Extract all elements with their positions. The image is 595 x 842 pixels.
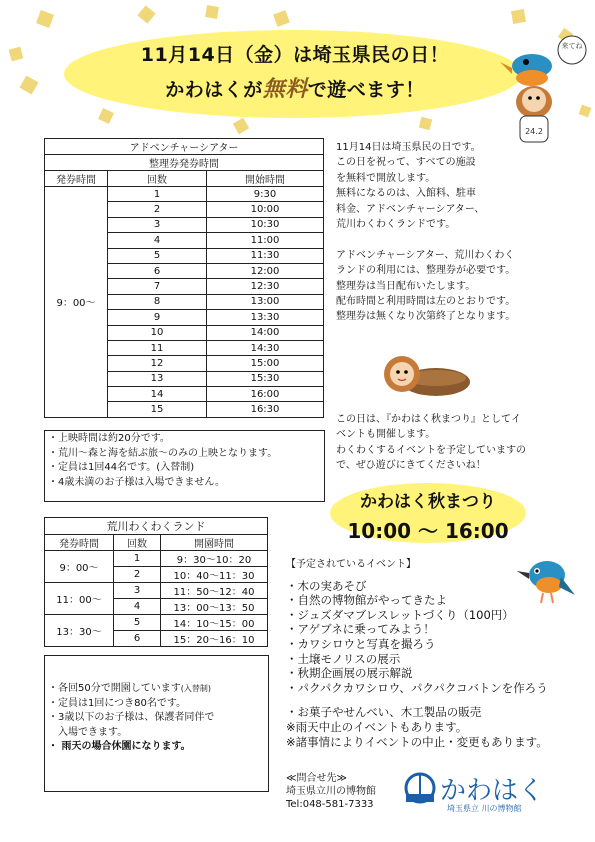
page-title-line1: 11月14日（金）は埼玉県民の日！ <box>140 44 450 66</box>
start-time: 11:30 <box>207 248 324 263</box>
start-time: 12:30 <box>207 279 324 294</box>
column-header: 回数 <box>114 535 161 551</box>
list-item: ・土壌モノリスの展示 <box>286 651 401 666</box>
list-item: ・パクパクカワシロウ、パクパクコバトンを作ろう <box>286 680 548 695</box>
contact-info <box>286 772 376 811</box>
session-number: 11 <box>108 340 207 355</box>
start-time: 16:00 <box>207 387 324 402</box>
table-title: アドベンチャーシアター <box>45 139 324 155</box>
museum-logo-icon <box>400 772 440 808</box>
open-time: 9：30〜10：20 <box>161 551 268 567</box>
confetti <box>273 10 290 27</box>
note-line: ・4歳未満のお子様は入場できません。 <box>48 476 225 488</box>
confetti <box>98 108 114 124</box>
table-header-row <box>45 535 268 551</box>
session-number: 13 <box>108 371 207 386</box>
adventure-notes <box>48 432 277 490</box>
start-time: 10:00 <box>207 202 324 217</box>
open-time: 15：20〜16：10 <box>161 631 268 647</box>
open-time: 14：10〜15：00 <box>161 615 268 631</box>
column-header: 開始時間 <box>207 171 324 187</box>
start-time: 11:00 <box>207 233 324 248</box>
session-number: 4 <box>108 233 207 248</box>
column-header: 発券時間 <box>45 535 114 551</box>
note-line: ・各回50分で開園しています(入替制) <box>48 683 211 694</box>
table-row <box>45 187 324 202</box>
column-header: 回数 <box>108 171 207 187</box>
session-number: 1 <box>108 187 207 202</box>
list-item: ・木の実あそび <box>286 578 367 593</box>
confetti <box>511 9 526 24</box>
list-item: ※雨天中止のイベントもあります。 <box>286 719 468 734</box>
session-number: 12 <box>108 356 207 371</box>
adventure-theater-table <box>44 138 324 418</box>
events-heading: 【予定されているイベント】 <box>286 559 416 570</box>
confetti <box>137 5 155 23</box>
wakuwaku-land-table <box>44 517 268 647</box>
session-number: 2 <box>114 567 161 583</box>
list-item: ・アゲブネに乗ってみよう！ <box>286 622 435 637</box>
events-list <box>286 558 586 749</box>
session-number: 6 <box>108 263 207 278</box>
open-time: 13：00〜13：50 <box>161 599 268 615</box>
table-title: 荒川わくわくランド <box>45 518 268 535</box>
table-subtitle: 整理券発券時間 <box>45 155 324 171</box>
start-time: 13:00 <box>207 294 324 309</box>
page-title-line2: かわはくが無料で遊べます！ <box>165 76 425 102</box>
session-number: 1 <box>114 551 161 567</box>
session-number: 3 <box>108 217 207 232</box>
table-header-row <box>45 171 324 187</box>
session-number: 9 <box>108 310 207 325</box>
start-time: 16:30 <box>207 402 324 417</box>
start-time: 14:30 <box>207 340 324 355</box>
issue-time-cell: 11：00〜 <box>45 583 114 615</box>
session-number: 5 <box>108 248 207 263</box>
table-row <box>45 551 268 567</box>
list-item: ※諸事情によりイベントの中止・変更もあります。 <box>286 734 548 749</box>
intro-text: 11月14日は埼玉県民の日です。 この日を祝って、すべての施設 を無料で開放します。 無料になるのは、入館料、駐車 料金、アドベンチャーシアター、 荒川わくわくランドです。 アドベンチャーシアター、荒川わくわく ランドの利用には、整理券が必要です。 整理券は当日配布いたします。 配布時間と利用時間は左のとおりです。 整理券は無くなり次第終了となります。 <box>336 142 516 323</box>
session-number: 7 <box>108 279 207 294</box>
session-number: 2 <box>108 202 207 217</box>
start-time: 15:00 <box>207 356 324 371</box>
start-time: 13:30 <box>207 310 324 325</box>
note-line: ・3歳以下のお子様は、保護者同伴で <box>48 712 215 723</box>
free-text: 無料 <box>262 76 308 102</box>
note-line: ・荒川〜森と海を結ぶ旅〜のみの上映となります。 <box>48 447 278 459</box>
wakuwaku-notes <box>48 682 214 755</box>
speech-bubble-text: 来てね <box>561 42 583 50</box>
session-number: 8 <box>108 294 207 309</box>
session-number: 6 <box>114 631 161 647</box>
confetti <box>205 5 219 19</box>
mascot-badge: 24.2 <box>525 127 543 136</box>
table-row <box>45 615 268 631</box>
issue-time-cell: 9：00〜 <box>45 551 114 583</box>
confetti <box>19 75 38 94</box>
start-time: 9:30 <box>207 187 324 202</box>
lying-mascot-icon <box>378 348 478 400</box>
start-time: 10:30 <box>207 217 324 232</box>
session-number: 5 <box>114 615 161 631</box>
note-line: ・定員は1回につき80名です。 <box>48 697 187 709</box>
start-time: 12:00 <box>207 263 324 278</box>
note-line: ・ 雨天の場合休園になります。 <box>48 741 191 752</box>
contact-tel: Tel:048-581-7333 <box>286 799 374 810</box>
open-time: 11：50〜12：40 <box>161 583 268 599</box>
confetti <box>36 10 54 28</box>
list-item: ・カワシロウと写真を撮ろう <box>286 636 436 651</box>
list-item: ・ジュズダマブレスレットづくり（100円） <box>286 607 514 622</box>
mascot-character-icon <box>492 28 592 150</box>
session-number: 10 <box>108 325 207 340</box>
festival-intro-text: この日は、『かわはく秋まつり』としてイ ベントも開催します。 わくわくするイベントを予定していますの で、ぜひ遊びにきてくださいね！ <box>336 414 526 472</box>
confetti <box>9 47 24 62</box>
list-item: ・自然の博物館がやってきたよ <box>286 593 447 608</box>
museum-logo-subtext: 埼玉県立 川の博物館 <box>447 804 522 813</box>
museum-logo-text: かわはく <box>440 776 545 806</box>
confetti <box>233 118 249 134</box>
confetti <box>419 117 432 130</box>
note-line: ・上映時間は約20分です。 <box>48 433 170 444</box>
note-line: 入場できます。 <box>48 726 128 738</box>
open-time: 10：40〜11：30 <box>161 567 268 583</box>
list-item: ・お菓子やせんべい、木工製品の販売 <box>286 705 482 720</box>
start-time: 14:00 <box>207 325 324 340</box>
session-number: 15 <box>108 402 207 417</box>
table-row <box>45 583 268 599</box>
contact-heading: ≪問合せ先≫ <box>286 773 347 784</box>
note-line: ・定員は1回44名です。(入替制) <box>48 462 195 473</box>
contact-name: 埼玉県立川の博物館 <box>286 786 376 797</box>
issue-time-cell: 9：00〜 <box>45 187 108 418</box>
session-number: 4 <box>114 599 161 615</box>
column-header: 発券時間 <box>45 171 108 187</box>
festival-name: かわはく秋まつり <box>360 492 496 512</box>
column-header: 開園時間 <box>161 535 268 551</box>
list-item: ・秋期企画展の展示解説 <box>286 666 413 681</box>
festival-time: 10:00 〜 16:00 <box>347 519 509 543</box>
session-number: 14 <box>108 387 207 402</box>
start-time: 15:30 <box>207 371 324 386</box>
session-number: 3 <box>114 583 161 599</box>
issue-time-cell: 13：30〜 <box>45 615 114 647</box>
